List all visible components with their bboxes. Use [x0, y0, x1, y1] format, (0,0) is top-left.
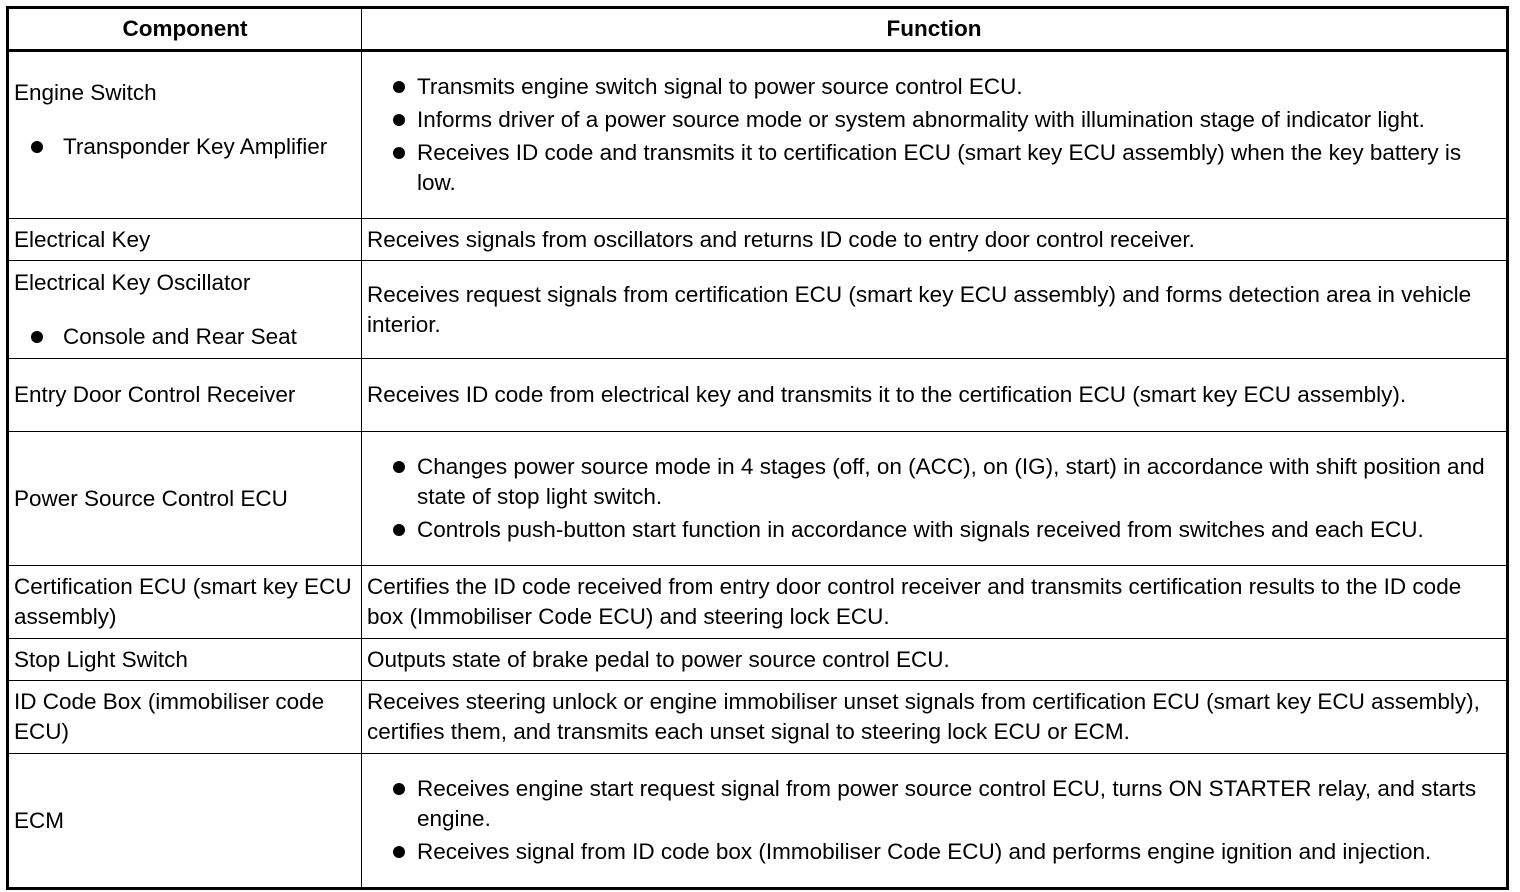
table-row: [8, 681, 1508, 754]
function-bullet: Receives signal from ID code box (Immobiliser Code ECU) and performs engine ignition and injection.: [367, 837, 1501, 867]
table-row: [8, 219, 1508, 261]
component-cell: Stop Light Switch: [8, 639, 362, 681]
table-row: [8, 754, 1508, 889]
function-bullet: Receives engine start request signal from power source control ECU, turns ON STARTER relay, and starts engine.: [367, 774, 1501, 834]
table-header-row: [8, 8, 1508, 51]
table-row: [8, 359, 1508, 432]
function-cell: [362, 51, 1508, 219]
function-cell: Receives steering unlock or engine immobiliser unset signals from certification ECU (smart key ECU assembly), certifies them, and transmits each unset signal to steering lock ECU or ECM.: [362, 681, 1508, 754]
function-cell: [362, 754, 1508, 889]
component-cell: Entry Door Control Receiver: [8, 359, 362, 432]
table-row: [8, 566, 1508, 639]
function-bullet-list: [367, 452, 1501, 545]
function-bullet: Transmits engine switch signal to power source control ECU.: [367, 72, 1501, 102]
function-cell: Outputs state of brake pedal to power source control ECU.: [362, 639, 1508, 681]
component-cell: Certification ECU (smart key ECU assembly): [8, 566, 362, 639]
header-component: Component: [8, 8, 362, 51]
component-sub-list: [14, 132, 356, 162]
function-cell: [362, 432, 1508, 566]
table-row: [8, 432, 1508, 566]
component-cell: [8, 51, 362, 219]
function-bullet: Receives ID code and transmits it to certification ECU (smart key ECU assembly) when the key battery is low.: [367, 138, 1501, 198]
component-sub-list: [14, 322, 356, 352]
component-sub-item: Console and Rear Seat: [14, 322, 356, 352]
table-row: [8, 261, 1508, 359]
component-cell: ID Code Box (immobiliser code ECU): [8, 681, 362, 754]
table-row: [8, 51, 1508, 219]
function-bullet: Controls push-button start function in accordance with signals received from switches and each ECU.: [367, 515, 1501, 545]
function-cell: Receives signals from oscillators and returns ID code to entry door control receiver.: [362, 219, 1508, 261]
function-bullet: Informs driver of a power source mode or system abnormality with illumination stage of indicator light.: [367, 105, 1501, 135]
function-bullet-list: [367, 72, 1501, 198]
function-cell: Receives request signals from certification ECU (smart key ECU assembly) and forms detection area in vehicle interior.: [362, 261, 1508, 359]
component-sub-item: Transponder Key Amplifier: [14, 132, 356, 162]
function-cell: Certifies the ID code received from entry door control receiver and transmits certification results to the ID code box (Immobiliser Code ECU) and steering lock ECU.: [362, 566, 1508, 639]
component-name: Engine Switch: [14, 80, 157, 105]
header-function: Function: [362, 8, 1508, 51]
component-cell: ECM: [8, 754, 362, 889]
component-name: Electrical Key Oscillator: [14, 270, 251, 295]
component-cell: Power Source Control ECU: [8, 432, 362, 566]
component-cell: Electrical Key: [8, 219, 362, 261]
function-bullet-list: [367, 774, 1501, 867]
component-function-table: [6, 6, 1509, 890]
component-cell: [8, 261, 362, 359]
function-cell: Receives ID code from electrical key and transmits it to the certification ECU (smart key ECU assembly).: [362, 359, 1508, 432]
function-bullet: Changes power source mode in 4 stages (off, on (ACC), on (IG), start) in accordance with shift position and state of stop light switch.: [367, 452, 1501, 512]
table-row: [8, 639, 1508, 681]
